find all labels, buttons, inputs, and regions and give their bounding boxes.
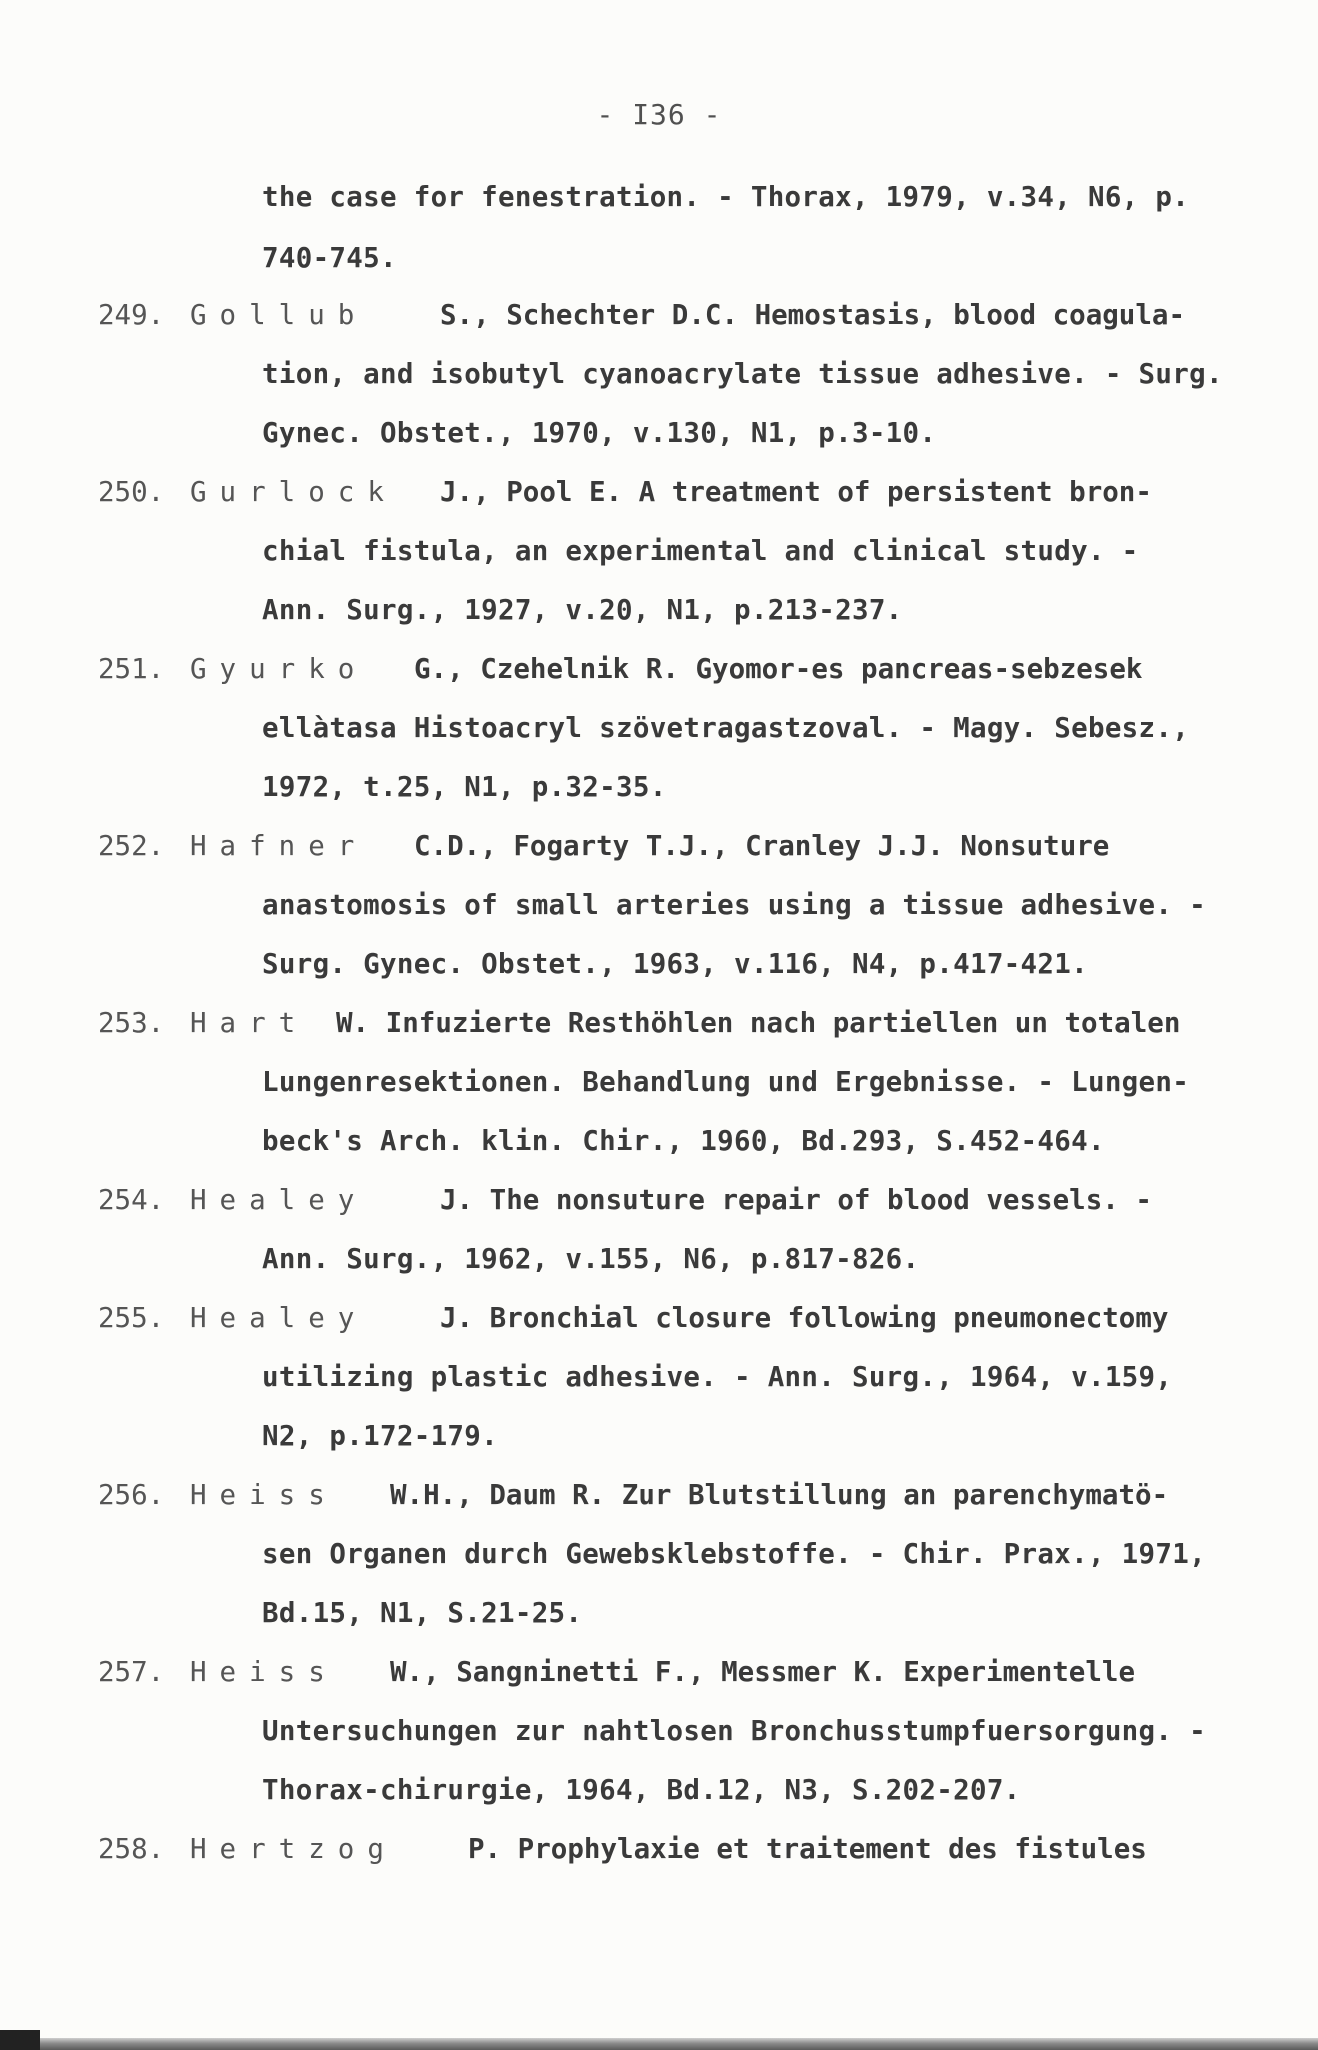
entry-257-line-3: Thorax-chirurgie, 1964, Bd.12, N3, S.202-207. — [262, 1774, 1021, 1806]
page-number: - I36 - — [596, 98, 722, 131]
entry-256-line-3: Bd.15, N1, S.21-25. — [262, 1597, 583, 1629]
entry-253-line-3: beck's Arch. klin. Chir., 1960, Bd.293, S.452-464. — [262, 1125, 1105, 1157]
entry-256-citation: W.H., Daum R. Zur Blutstillung an parenchymatö- — [390, 1479, 1169, 1511]
entry-249-author: Gollub — [190, 299, 368, 331]
entry-258-author: Hertzog — [190, 1833, 397, 1865]
entry-258-citation: P. Prophylaxie et traitement des fistules — [468, 1833, 1147, 1865]
entry-255-line-3: N2, p.172-179. — [262, 1420, 498, 1452]
entry-253-author: Hart — [190, 1007, 309, 1039]
entry-250-line-2: chial fistula, an experimental and clinical study. - — [262, 535, 1139, 567]
entry-252-line-3: Surg. Gynec. Obstet., 1963, v.116, N4, p.417-421. — [262, 948, 1088, 980]
entry-255-author: Healey — [190, 1302, 368, 1334]
entry-252-citation: C.D., Fogarty T.J., Cranley J.J. Nonsuture — [414, 830, 1110, 862]
entry-255-citation: J. Bronchial closure following pneumonectomy — [440, 1302, 1169, 1334]
entry-255-number: 255. — [98, 1302, 165, 1334]
entry-254-number: 254. — [98, 1184, 165, 1216]
entry-249-line-3: Gynec. Obstet., 1970, v.130, N1, p.3-10. — [262, 417, 937, 449]
entry-254-line-2: Ann. Surg., 1962, v.155, N6, p.817-826. — [262, 1243, 920, 1275]
entry-257-citation: W., Sangninetti F., Messmer K. Experimentelle — [390, 1656, 1136, 1688]
entry-252-line-2: anastomosis of small arteries using a tissue adhesive. - — [262, 889, 1206, 921]
entry-257-author: Heiss — [190, 1656, 338, 1688]
entry-253-line-2: Lungenresektionen. Behandlung und Ergebnisse. - Lungen- — [262, 1066, 1190, 1098]
entry-251-line-3: 1972, t.25, N1, p.32-35. — [262, 771, 667, 803]
entry-257-line-2: Untersuchungen zur nahtlosen Bronchusstumpfuersorgung. - — [262, 1715, 1206, 1747]
entry-250-number: 250. — [98, 476, 165, 508]
entry-252-number: 252. — [98, 830, 165, 862]
entry-253-citation: W. Infuzierte Resthöhlen nach partiellen un totalen — [336, 1007, 1181, 1039]
entry-248-line-2: the case for fenestration. - Thorax, 1979, v.34, N6, p. — [262, 181, 1190, 213]
entry-251-author: Gyurko — [190, 653, 368, 685]
entry-250-line-3: Ann. Surg., 1927, v.20, N1, p.213-237. — [262, 594, 903, 626]
entry-256-number: 256. — [98, 1479, 165, 1511]
entry-251-citation: G., Czehelnik R. Gyomor-es pancreas-sebzesek — [414, 653, 1143, 685]
entry-255-line-2: utilizing plastic adhesive. - Ann. Surg., 1964, v.159, — [262, 1361, 1173, 1393]
entry-250-author: Gurlock — [190, 476, 397, 508]
entry-252-author: Hafner — [190, 830, 368, 862]
entry-258-number: 258. — [98, 1833, 165, 1865]
entry-251-number: 251. — [98, 653, 165, 685]
entry-256-line-2: sen Organen durch Gewebsklebstoffe. - Chir. Prax., 1971, — [262, 1538, 1206, 1570]
entry-249-citation: S., Schechter D.C. Hemostasis, blood coagula- — [440, 299, 1186, 331]
scan-edge-corner — [0, 2030, 40, 2050]
scan-edge-shadow — [0, 2038, 1318, 2050]
entry-256-author: Heiss — [190, 1479, 338, 1511]
entry-248-line-3: 740-745. — [262, 242, 397, 274]
entry-254-citation: J. The nonsuture repair of blood vessels. - — [440, 1184, 1152, 1216]
entry-251-line-2: ellàtasa Histoacryl szövetragastzoval. - Magy. Sebesz., — [262, 712, 1190, 744]
entry-249-line-2: tion, and isobutyl cyanoacrylate tissue adhesive. - Surg. — [262, 358, 1223, 390]
entry-250-citation: J., Pool E. A treatment of persistent bron- — [440, 476, 1152, 508]
entry-254-author: Healey — [190, 1184, 368, 1216]
entry-249-number: 249. — [98, 299, 165, 331]
entry-253-number: 253. — [98, 1007, 165, 1039]
entry-257-number: 257. — [98, 1656, 165, 1688]
